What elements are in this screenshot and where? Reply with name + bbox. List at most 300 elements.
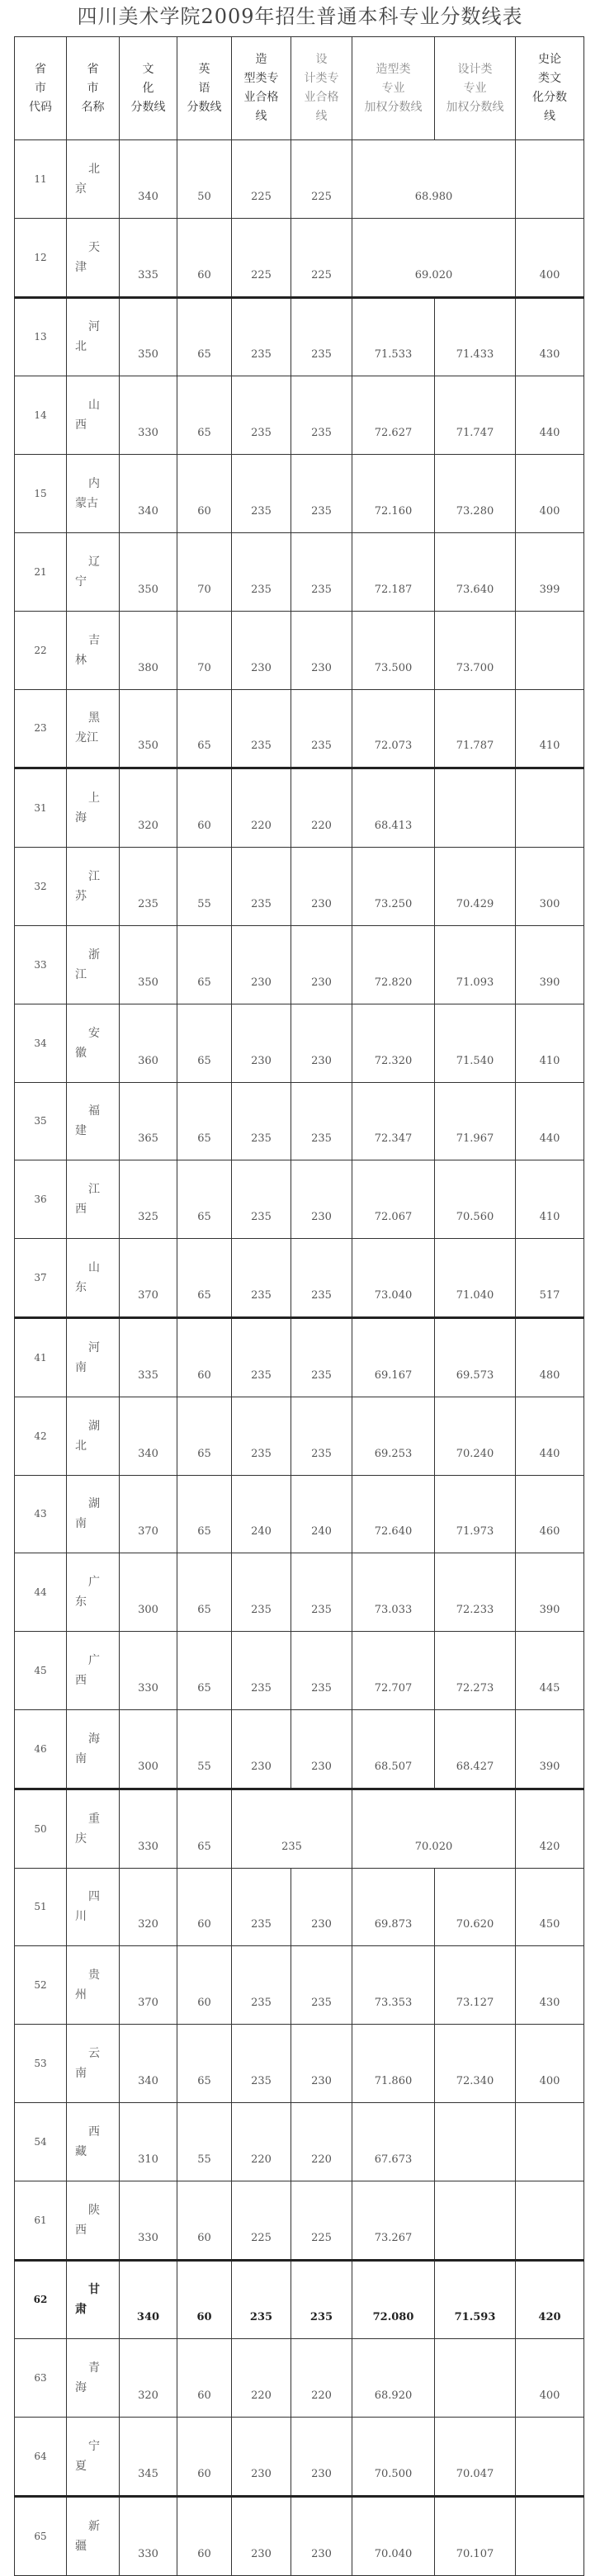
province-name bbox=[67, 2025, 120, 2103]
province-name bbox=[67, 1317, 120, 1397]
zaoxing-weighted-score: 72.160 bbox=[352, 455, 435, 533]
shilun-score bbox=[516, 2181, 584, 2260]
province-name-line1: 内 bbox=[88, 477, 100, 491]
sheji-pass-line: 220 bbox=[291, 768, 352, 848]
sheji-weighted-score: 70.240 bbox=[435, 1397, 516, 1475]
province-name bbox=[67, 2260, 120, 2339]
wenhua-score: 365 bbox=[120, 1082, 177, 1160]
province-name bbox=[67, 1709, 120, 1789]
yingyu-score: 55 bbox=[177, 848, 232, 926]
province-name-line1: 黑 bbox=[88, 711, 100, 726]
header-yingyu: 英 语 分数线 bbox=[177, 37, 232, 140]
wenhua-score: 330 bbox=[120, 2496, 177, 2575]
province-code: 53 bbox=[15, 2025, 67, 2103]
table-row bbox=[15, 848, 584, 926]
province-name-line1: 安 bbox=[88, 1026, 100, 1040]
zaoxing-pass-line: 235 bbox=[232, 1317, 291, 1397]
zaoxing-weighted-score: 73.033 bbox=[352, 1553, 435, 1632]
wenhua-score: 370 bbox=[120, 1946, 177, 2025]
sheji-weighted-score: 70.047 bbox=[435, 2418, 516, 2497]
sheji-weighted-score: 70.429 bbox=[435, 848, 516, 926]
wenhua-score: 300 bbox=[120, 1709, 177, 1789]
province-name-line1: 海 bbox=[88, 1732, 100, 1746]
table-row bbox=[15, 1709, 584, 1789]
zaoxing-weighted-score: 72.640 bbox=[352, 1475, 435, 1553]
sheji-pass-line: 235 bbox=[291, 455, 352, 533]
province-name-line2: 西 bbox=[75, 2223, 87, 2237]
zaoxing-weighted-score: 72.080 bbox=[352, 2260, 435, 2339]
shilun-score: 440 bbox=[516, 376, 584, 455]
shilun-score: 445 bbox=[516, 1632, 584, 1710]
table-row bbox=[15, 1553, 584, 1632]
wenhua-score: 330 bbox=[120, 376, 177, 455]
sheji-pass-line: 230 bbox=[291, 1709, 352, 1789]
zaoxing-pass-line: 230 bbox=[232, 1004, 291, 1082]
province-code: 62 bbox=[15, 2260, 67, 2339]
zaoxing-weighted-score: 67.673 bbox=[352, 2102, 435, 2181]
score-table bbox=[14, 36, 584, 2576]
zaoxing-weighted-score: 73.500 bbox=[352, 611, 435, 689]
shilun-score: 420 bbox=[516, 2260, 584, 2339]
table-row bbox=[15, 532, 584, 611]
province-code: 35 bbox=[15, 1082, 67, 1160]
zaoxing-weighted-score: 71.860 bbox=[352, 2025, 435, 2103]
province-name bbox=[67, 1397, 120, 1475]
province-code: 13 bbox=[15, 297, 67, 376]
province-name-line2: 津 bbox=[75, 260, 87, 274]
zaoxing-weighted-score: 70.500 bbox=[352, 2418, 435, 2497]
table-row bbox=[15, 2496, 584, 2575]
sheji-weighted-score: 71.593 bbox=[435, 2260, 516, 2339]
province-name-line1: 新 bbox=[88, 2519, 100, 2533]
shilun-score: 399 bbox=[516, 532, 584, 611]
sheji-pass-line: 235 bbox=[291, 1553, 352, 1632]
province-name-line2: 藏 bbox=[75, 2144, 87, 2158]
shilun-score: 440 bbox=[516, 1082, 584, 1160]
shilun-score: 400 bbox=[516, 2339, 584, 2418]
province-name-line2: 西 bbox=[75, 1674, 87, 1688]
wenhua-score: 360 bbox=[120, 1004, 177, 1082]
sheji-weighted-score bbox=[435, 2181, 516, 2260]
shilun-score bbox=[516, 2418, 584, 2497]
header-zxhg: 造 型类专 业合格 线 bbox=[232, 37, 291, 140]
province-name bbox=[67, 1239, 120, 1318]
wenhua-score: 330 bbox=[120, 2181, 177, 2260]
sheji-pass-line: 230 bbox=[291, 925, 352, 1004]
province-name-line1: 贵 bbox=[88, 1969, 100, 1983]
sheji-pass-line: 235 bbox=[291, 376, 352, 455]
sheji-weighted-score: 70.620 bbox=[435, 1868, 516, 1946]
sheji-weighted-score: 71.973 bbox=[435, 1475, 516, 1553]
zaoxing-pass-line: 230 bbox=[232, 2496, 291, 2575]
wenhua-score: 340 bbox=[120, 1397, 177, 1475]
sheji-weighted-score: 71.433 bbox=[435, 297, 516, 376]
table-row bbox=[15, 1868, 584, 1946]
province-code: 51 bbox=[15, 1868, 67, 1946]
header-sjhg: 设 计类专 业合格 线 bbox=[291, 37, 352, 140]
zaoxing-pass-line: 235 bbox=[232, 455, 291, 533]
sheji-weighted-score: 71.787 bbox=[435, 689, 516, 768]
province-name-line1: 湖 bbox=[88, 1497, 100, 1511]
province-name bbox=[67, 1789, 120, 1868]
yingyu-score: 60 bbox=[177, 1868, 232, 1946]
yingyu-score: 60 bbox=[177, 768, 232, 848]
zaoxing-weighted-score: 73.040 bbox=[352, 1239, 435, 1318]
shilun-score: 390 bbox=[516, 1553, 584, 1632]
shilun-score: 450 bbox=[516, 1868, 584, 1946]
table-row bbox=[15, 1317, 584, 1397]
province-name-line1: 北 bbox=[88, 162, 100, 176]
province-name bbox=[67, 611, 120, 689]
province-name-line1: 浙 bbox=[88, 948, 100, 962]
province-code: 36 bbox=[15, 1160, 67, 1239]
header-code: 省 市 代码 bbox=[15, 37, 67, 140]
zaoxing-pass-line: 235 bbox=[232, 1946, 291, 2025]
sheji-pass-line: 225 bbox=[291, 140, 352, 219]
province-name-line2: 海 bbox=[75, 2381, 87, 2395]
zaoxing-pass-line: 240 bbox=[232, 1475, 291, 1553]
wenhua-score: 340 bbox=[120, 455, 177, 533]
yingyu-score: 70 bbox=[177, 611, 232, 689]
merged-weighted-score: 70.020 bbox=[352, 1789, 516, 1868]
sheji-pass-line: 235 bbox=[291, 1239, 352, 1318]
zaoxing-pass-line: 220 bbox=[232, 768, 291, 848]
table-row bbox=[15, 1946, 584, 2025]
province-name-line1: 山 bbox=[88, 399, 100, 413]
province-name bbox=[67, 1868, 120, 1946]
yingyu-score: 65 bbox=[177, 1004, 232, 1082]
province-code: 12 bbox=[15, 218, 67, 297]
sheji-weighted-score: 70.560 bbox=[435, 1160, 516, 1239]
sheji-pass-line: 230 bbox=[291, 1160, 352, 1239]
wenhua-score: 380 bbox=[120, 611, 177, 689]
province-name-line2: 龙江 bbox=[75, 731, 98, 745]
yingyu-score: 65 bbox=[177, 925, 232, 1004]
province-name-line1: 吉 bbox=[88, 633, 100, 647]
yingyu-score: 65 bbox=[177, 689, 232, 768]
province-code: 37 bbox=[15, 1239, 67, 1318]
table-row bbox=[15, 1160, 584, 1239]
province-name-line2: 京 bbox=[75, 182, 87, 196]
sheji-weighted-score: 71.967 bbox=[435, 1082, 516, 1160]
province-name bbox=[67, 297, 120, 376]
province-code: 43 bbox=[15, 1475, 67, 1553]
shilun-score: 517 bbox=[516, 1239, 584, 1318]
zaoxing-pass-line: 235 bbox=[232, 1632, 291, 1710]
sheji-pass-line: 235 bbox=[291, 1946, 352, 2025]
yingyu-score: 65 bbox=[177, 1160, 232, 1239]
province-name-line2: 北 bbox=[75, 1439, 87, 1453]
province-name-line2: 东 bbox=[75, 1595, 87, 1609]
province-name-line1: 湖 bbox=[88, 1419, 100, 1433]
province-name-line1: 重 bbox=[88, 1812, 100, 1826]
province-name bbox=[67, 1475, 120, 1553]
shilun-score: 420 bbox=[516, 1789, 584, 1868]
yingyu-score: 60 bbox=[177, 1317, 232, 1397]
province-name bbox=[67, 2339, 120, 2418]
province-code: 61 bbox=[15, 2181, 67, 2260]
sheji-weighted-score: 68.427 bbox=[435, 1709, 516, 1789]
province-code: 42 bbox=[15, 1397, 67, 1475]
table-row bbox=[15, 689, 584, 768]
province-name bbox=[67, 1553, 120, 1632]
province-name-line1: 福 bbox=[88, 1104, 100, 1118]
province-name bbox=[67, 925, 120, 1004]
zaoxing-weighted-score: 72.820 bbox=[352, 925, 435, 1004]
shilun-score: 390 bbox=[516, 925, 584, 1004]
province-name-line2: 海 bbox=[75, 811, 87, 825]
province-name bbox=[67, 532, 120, 611]
province-name-line1: 江 bbox=[88, 870, 100, 884]
shilun-score: 460 bbox=[516, 1475, 584, 1553]
province-name-line1: 江 bbox=[88, 1183, 100, 1197]
table-row bbox=[15, 611, 584, 689]
yingyu-score: 65 bbox=[177, 1553, 232, 1632]
wenhua-score: 350 bbox=[120, 532, 177, 611]
table-row bbox=[15, 1789, 584, 1868]
zaoxing-weighted-score: 70.040 bbox=[352, 2496, 435, 2575]
province-name bbox=[67, 2496, 120, 2575]
wenhua-score: 330 bbox=[120, 1789, 177, 1868]
sheji-pass-line: 225 bbox=[291, 218, 352, 297]
wenhua-score: 320 bbox=[120, 1868, 177, 1946]
table-row bbox=[15, 1082, 584, 1160]
sheji-pass-line: 230 bbox=[291, 2025, 352, 2103]
zaoxing-pass-line: 230 bbox=[232, 2418, 291, 2497]
zaoxing-weighted-score: 72.320 bbox=[352, 1004, 435, 1082]
province-name bbox=[67, 2102, 120, 2181]
sheji-pass-line: 220 bbox=[291, 2339, 352, 2418]
province-name bbox=[67, 2181, 120, 2260]
sheji-pass-line: 235 bbox=[291, 297, 352, 376]
sheji-pass-line: 230 bbox=[291, 611, 352, 689]
province-name bbox=[67, 848, 120, 926]
province-code: 63 bbox=[15, 2339, 67, 2418]
yingyu-score: 60 bbox=[177, 2496, 232, 2575]
zaoxing-weighted-score: 69.167 bbox=[352, 1317, 435, 1397]
province-code: 22 bbox=[15, 611, 67, 689]
zaoxing-weighted-score: 73.353 bbox=[352, 1946, 435, 2025]
header-shilun: 史论 类文 化分数 线 bbox=[516, 37, 584, 140]
zaoxing-pass-line: 225 bbox=[232, 218, 291, 297]
province-name-line1: 甘 bbox=[88, 2283, 100, 2297]
sheji-pass-line: 235 bbox=[291, 689, 352, 768]
province-code: 15 bbox=[15, 455, 67, 533]
province-name bbox=[67, 1082, 120, 1160]
table-row bbox=[15, 2181, 584, 2260]
sheji-pass-line: 235 bbox=[291, 1632, 352, 1710]
province-name-line2: 庆 bbox=[75, 1832, 87, 1846]
zaoxing-pass-line: 235 bbox=[232, 1553, 291, 1632]
yingyu-score: 70 bbox=[177, 532, 232, 611]
shilun-score bbox=[516, 611, 584, 689]
province-name-line2: 州 bbox=[75, 1988, 87, 2002]
province-name bbox=[67, 1004, 120, 1082]
shilun-score: 390 bbox=[516, 1709, 584, 1789]
wenhua-score: 335 bbox=[120, 218, 177, 297]
merged-weighted-score: 68.980 bbox=[352, 140, 516, 219]
province-name-line2: 南 bbox=[75, 1517, 87, 1531]
header-zxjq: 造型类 专业 加权分数线 bbox=[352, 37, 435, 140]
yingyu-score: 65 bbox=[177, 1239, 232, 1318]
header-wenhua: 文 化 分数线 bbox=[120, 37, 177, 140]
zaoxing-weighted-score: 72.707 bbox=[352, 1632, 435, 1710]
shilun-score: 410 bbox=[516, 1160, 584, 1239]
province-name-line2: 宁 bbox=[75, 574, 87, 588]
wenhua-score: 330 bbox=[120, 1632, 177, 1710]
province-name bbox=[67, 689, 120, 768]
province-code: 65 bbox=[15, 2496, 67, 2575]
province-name-line1: 宁 bbox=[88, 2440, 100, 2453]
wenhua-score: 300 bbox=[120, 1553, 177, 1632]
zaoxing-weighted-score: 71.533 bbox=[352, 297, 435, 376]
table-row bbox=[15, 1004, 584, 1082]
zaoxing-pass-line: 235 bbox=[232, 1868, 291, 1946]
sheji-weighted-score: 71.093 bbox=[435, 925, 516, 1004]
province-code: 23 bbox=[15, 689, 67, 768]
wenhua-score: 320 bbox=[120, 768, 177, 848]
shilun-score: 400 bbox=[516, 455, 584, 533]
zaoxing-pass-line: 225 bbox=[232, 2181, 291, 2260]
zaoxing-weighted-score: 73.250 bbox=[352, 848, 435, 926]
zaoxing-pass-line: 235 bbox=[232, 532, 291, 611]
province-code: 44 bbox=[15, 1553, 67, 1632]
zaoxing-weighted-score: 68.507 bbox=[352, 1709, 435, 1789]
table-row bbox=[15, 2418, 584, 2497]
table-row bbox=[15, 1475, 584, 1553]
sheji-pass-line: 230 bbox=[291, 2496, 352, 2575]
zaoxing-pass-line: 230 bbox=[232, 611, 291, 689]
yingyu-score: 65 bbox=[177, 1789, 232, 1868]
province-name bbox=[67, 1632, 120, 1710]
sheji-weighted-score: 71.747 bbox=[435, 376, 516, 455]
province-name-line2: 川 bbox=[75, 1910, 87, 1924]
sheji-pass-line: 235 bbox=[291, 2260, 352, 2339]
yingyu-score: 60 bbox=[177, 2339, 232, 2418]
table-row bbox=[15, 140, 584, 219]
wenhua-score: 340 bbox=[120, 2025, 177, 2103]
province-name-line1: 天 bbox=[88, 240, 100, 254]
shilun-score bbox=[516, 140, 584, 219]
province-name-line2: 林 bbox=[75, 653, 87, 667]
province-name bbox=[67, 1946, 120, 2025]
province-name-line2: 南 bbox=[75, 1751, 87, 1765]
zaoxing-pass-line: 225 bbox=[232, 140, 291, 219]
sheji-weighted-score: 69.573 bbox=[435, 1317, 516, 1397]
province-name bbox=[67, 140, 120, 219]
wenhua-score: 370 bbox=[120, 1239, 177, 1318]
table-body bbox=[15, 140, 584, 2576]
province-name bbox=[67, 2418, 120, 2497]
table-row bbox=[15, 2102, 584, 2181]
shilun-score bbox=[516, 768, 584, 848]
zaoxing-pass-line: 220 bbox=[232, 2339, 291, 2418]
province-name bbox=[67, 1160, 120, 1239]
province-name-line1: 西 bbox=[88, 2125, 100, 2139]
shilun-score: 300 bbox=[516, 848, 584, 926]
sheji-pass-line: 235 bbox=[291, 532, 352, 611]
sheji-weighted-score: 73.127 bbox=[435, 1946, 516, 2025]
wenhua-score: 340 bbox=[120, 140, 177, 219]
province-code: 46 bbox=[15, 1709, 67, 1789]
province-code: 64 bbox=[15, 2418, 67, 2497]
table-row bbox=[15, 1239, 584, 1318]
province-code: 50 bbox=[15, 1789, 67, 1868]
province-name-line2: 南 bbox=[75, 2067, 87, 2081]
yingyu-score: 65 bbox=[177, 1632, 232, 1710]
shilun-score: 410 bbox=[516, 689, 584, 768]
zaoxing-pass-line: 235 bbox=[232, 1397, 291, 1475]
zaoxing-pass-line: 235 bbox=[232, 1160, 291, 1239]
wenhua-score: 345 bbox=[120, 2418, 177, 2497]
header-sjjq: 设计类 专业 加权分数线 bbox=[435, 37, 516, 140]
sheji-weighted-score: 71.040 bbox=[435, 1239, 516, 1318]
sheji-pass-line: 225 bbox=[291, 2181, 352, 2260]
wenhua-score: 350 bbox=[120, 297, 177, 376]
sheji-weighted-score: 72.340 bbox=[435, 2025, 516, 2103]
wenhua-score: 335 bbox=[120, 1317, 177, 1397]
province-name bbox=[67, 768, 120, 848]
yingyu-score: 60 bbox=[177, 1946, 232, 2025]
yingyu-score: 55 bbox=[177, 2102, 232, 2181]
province-name-line1: 广 bbox=[88, 1576, 100, 1590]
table-row bbox=[15, 768, 584, 848]
table-row bbox=[15, 2025, 584, 2103]
zaoxing-pass-line: 230 bbox=[232, 925, 291, 1004]
table-row bbox=[15, 218, 584, 297]
province-name-line2: 东 bbox=[75, 1281, 87, 1295]
zaoxing-weighted-score: 72.347 bbox=[352, 1082, 435, 1160]
zaoxing-weighted-score: 72.627 bbox=[352, 376, 435, 455]
merged-pass-line: 235 bbox=[232, 1789, 352, 1868]
province-name-line1: 山 bbox=[88, 1261, 100, 1275]
province-name-line1: 河 bbox=[88, 1340, 100, 1354]
sheji-weighted-score: 72.233 bbox=[435, 1553, 516, 1632]
table-row bbox=[15, 455, 584, 533]
province-name-line1: 上 bbox=[88, 792, 100, 806]
province-name-line2: 建 bbox=[75, 1124, 87, 1138]
yingyu-score: 60 bbox=[177, 455, 232, 533]
sheji-weighted-score: 73.700 bbox=[435, 611, 516, 689]
shilun-score bbox=[516, 2102, 584, 2181]
zaoxing-weighted-score: 73.267 bbox=[352, 2181, 435, 2260]
sheji-weighted-score bbox=[435, 2102, 516, 2181]
sheji-pass-line: 240 bbox=[291, 1475, 352, 1553]
wenhua-score: 350 bbox=[120, 925, 177, 1004]
yingyu-score: 65 bbox=[177, 2025, 232, 2103]
province-name-line2: 夏 bbox=[75, 2460, 87, 2473]
province-name-line2: 南 bbox=[75, 1360, 87, 1374]
zaoxing-weighted-score: 68.413 bbox=[352, 768, 435, 848]
sheji-pass-line: 235 bbox=[291, 1317, 352, 1397]
merged-weighted-score: 69.020 bbox=[352, 218, 516, 297]
yingyu-score: 50 bbox=[177, 140, 232, 219]
sheji-weighted-score bbox=[435, 2339, 516, 2418]
province-name-line2: 徽 bbox=[75, 1046, 87, 1060]
province-name-line2: 肃 bbox=[75, 2303, 87, 2317]
yingyu-score: 65 bbox=[177, 1082, 232, 1160]
sheji-pass-line: 230 bbox=[291, 2418, 352, 2497]
wenhua-score: 310 bbox=[120, 2102, 177, 2181]
province-name-line1: 广 bbox=[88, 1654, 100, 1668]
province-code: 41 bbox=[15, 1317, 67, 1397]
shilun-score: 430 bbox=[516, 297, 584, 376]
zaoxing-pass-line: 230 bbox=[232, 1709, 291, 1789]
province-name-line2: 江 bbox=[75, 967, 87, 981]
table-row bbox=[15, 925, 584, 1004]
yingyu-score: 60 bbox=[177, 2260, 232, 2339]
province-name-line2: 西 bbox=[75, 418, 87, 432]
